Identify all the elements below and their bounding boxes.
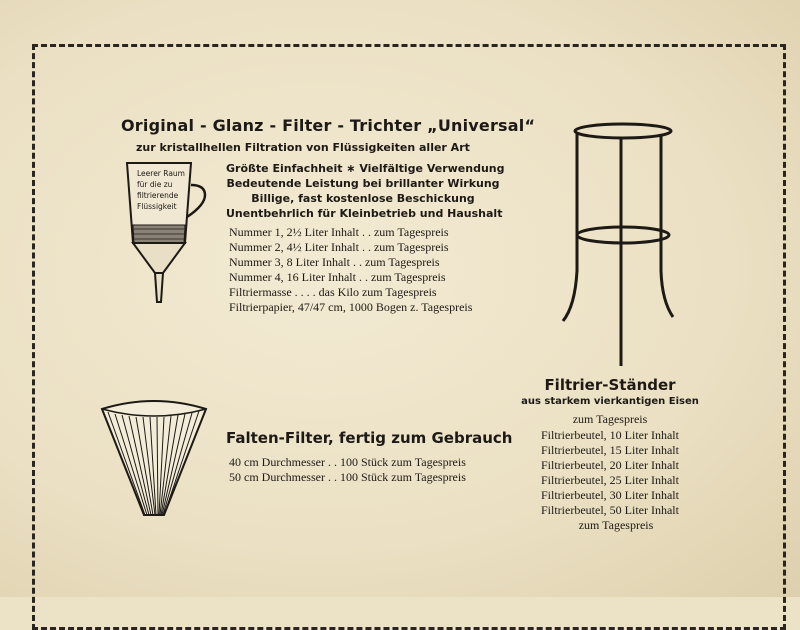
staender-block bbox=[480, 376, 740, 427]
feature-line: Billige, fast kostenlose Beschickung bbox=[251, 192, 475, 205]
list-item: Nummer 3, 8 Liter Inhalt . . zum Tagespreis bbox=[229, 255, 440, 269]
filtrierbeutel-list bbox=[541, 428, 679, 518]
staender-title: Filtrier-Ständer bbox=[544, 376, 676, 394]
falten-filter-title: Falten-Filter, fertig zum Gebrauch bbox=[226, 429, 513, 447]
filter-stand-illustration bbox=[561, 121, 681, 371]
list-item: Filtrierpapier, 47/47 cm, 1000 Bogen z. Tagespreis bbox=[229, 300, 473, 314]
list-item: Nummer 1, 2½ Liter Inhalt . . zum Tagespreis bbox=[229, 225, 449, 239]
list-item: Filtrierbeutel, 25 Liter Inhalt bbox=[541, 473, 679, 487]
list-item: Filtrierbeutel, 30 Liter Inhalt bbox=[541, 488, 679, 502]
staender-subtitle: aus starkem vierkantigen Eisen bbox=[521, 396, 699, 407]
list-item: Filtrierbeutel, 50 Liter Inhalt bbox=[541, 503, 679, 517]
funnel-features bbox=[226, 161, 505, 221]
funnel-subtitle: zur kristallhellen Filtration von Flüssigkeiten aller Art bbox=[136, 141, 470, 154]
falten-filter-price-list bbox=[229, 455, 466, 485]
feature-line: Größte Einfachheit ∗ Vielfältige Verwendung bbox=[226, 162, 505, 175]
list-item: Filtrierbeutel, 10 Liter Inhalt bbox=[541, 428, 679, 442]
list-item: Filtriermasse . . . . das Kilo zum Tagespreis bbox=[229, 285, 437, 299]
list-item: Filtrierbeutel, 20 Liter Inhalt bbox=[541, 458, 679, 472]
feature-line: Bedeutende Leistung bei brillanter Wirkung bbox=[226, 177, 500, 190]
funnel-price-list bbox=[229, 225, 472, 315]
cup-label: Leerer Raum für die zu filtrierende Flüssigkeit bbox=[137, 169, 185, 211]
list-item: Nummer 2, 4½ Liter Inhalt . . zum Tagespreis bbox=[229, 240, 449, 254]
folded-filter-illustration bbox=[98, 395, 210, 519]
funnel-title: Original - Glanz - Filter - Trichter „Universal“ bbox=[121, 116, 536, 135]
list-item: Filtrierbeutel, 15 Liter Inhalt bbox=[541, 443, 679, 457]
staender-price: zum Tagespreis bbox=[572, 412, 648, 426]
filtrierbeutel-price: zum Tagespreis bbox=[578, 518, 654, 532]
list-item: 40 cm Durchmesser . . 100 Stück zum Tagespreis bbox=[229, 455, 466, 469]
feature-line: Unentbehrlich für Kleinbetrieb und Haushalt bbox=[226, 207, 503, 220]
list-item: 50 cm Durchmesser . . 100 Stück zum Tagespreis bbox=[229, 470, 466, 484]
list-item: Nummer 4, 16 Liter Inhalt . . zum Tagespreis bbox=[229, 270, 446, 284]
